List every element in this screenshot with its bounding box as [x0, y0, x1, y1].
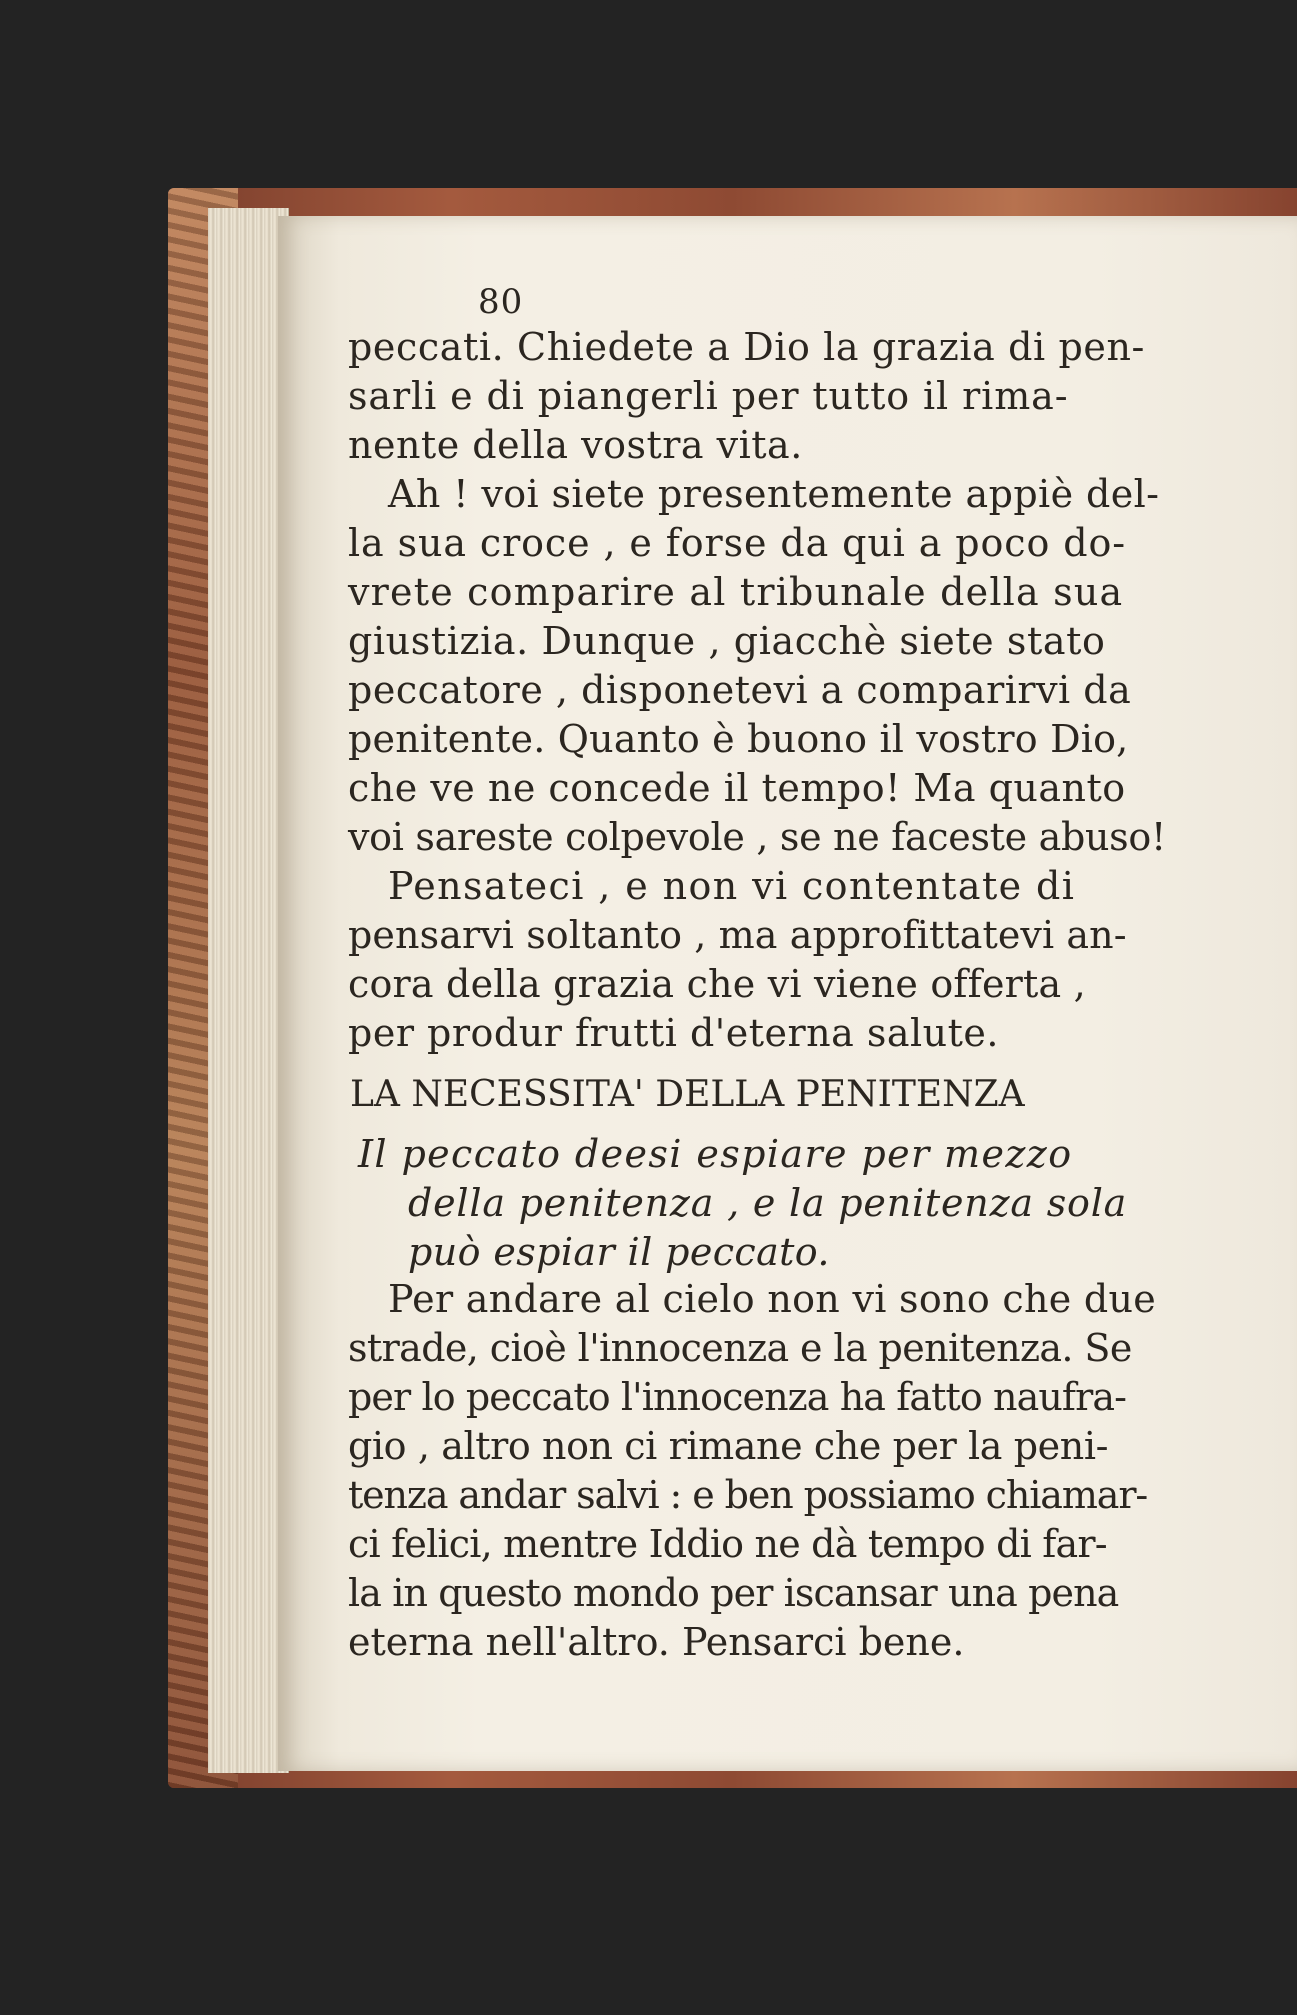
section-subtitle-line: della penitenza , e la penitenza sola	[408, 1181, 1128, 1225]
text-line: strade, cioè l'innocenza e la penitenza. Se	[348, 1326, 1132, 1370]
text-line: peccatore , disponetevi a comparirvi da	[348, 668, 1132, 712]
section-heading: LA NECESSITA' DELLA PENITENZA	[350, 1074, 1025, 1115]
page-number: 80	[478, 282, 524, 322]
text-line: tenza andar salvi : e ben possiamo chiamar-	[348, 1473, 1148, 1517]
text-line: che ve ne concede il tempo! Ma quanto	[348, 766, 1126, 810]
text-line: per produr frutti d'eterna salute.	[348, 1011, 999, 1055]
section-subtitle-line: Il peccato deesi espiare per mezzo	[358, 1132, 1073, 1176]
text-line: eterna nell'altro. Pensarci bene.	[348, 1620, 965, 1664]
text-line: nente della vostra vita.	[348, 423, 803, 467]
text-line: la in questo mondo per iscansar una pena	[348, 1571, 1119, 1615]
text-line: giustizia. Dunque , giacchè siete stato	[348, 619, 1106, 663]
page-edges	[208, 208, 289, 1773]
text-line: Per andare al cielo non vi sono che due	[388, 1277, 1157, 1321]
text-line: per lo peccato l'innocenza ha fatto naufra-	[348, 1375, 1127, 1419]
text-line: ci felici, mentre Iddio ne dà tempo di far-	[348, 1522, 1107, 1566]
text-line: vrete comparire al tribunale della sua	[348, 570, 1124, 614]
text-line: Ah ! voi siete presentemente appiè del-	[388, 472, 1160, 516]
text-line: sarli e di piangerli per tutto il rima-	[348, 374, 1069, 418]
text-line: cora della grazia che vi viene offerta ,	[348, 962, 1086, 1006]
text-line: gio , altro non ci rimane che per la peni-	[348, 1424, 1109, 1468]
text-line: penitente. Quanto è buono il vostro Dio,	[348, 717, 1129, 761]
text-line: voi sareste colpevole , se ne faceste abuso!	[348, 815, 1166, 859]
text-line: la sua croce , e forse da qui a poco do-	[348, 521, 1126, 565]
text-line: peccati. Chiedete a Dio la grazia di pen-	[348, 325, 1145, 369]
text-line: pensarvi soltanto , ma approfittatevi an-	[348, 913, 1127, 957]
section-subtitle-line: può espiar il peccato.	[408, 1230, 830, 1274]
text-line: Pensateci , e non vi contentate di	[388, 864, 1076, 908]
